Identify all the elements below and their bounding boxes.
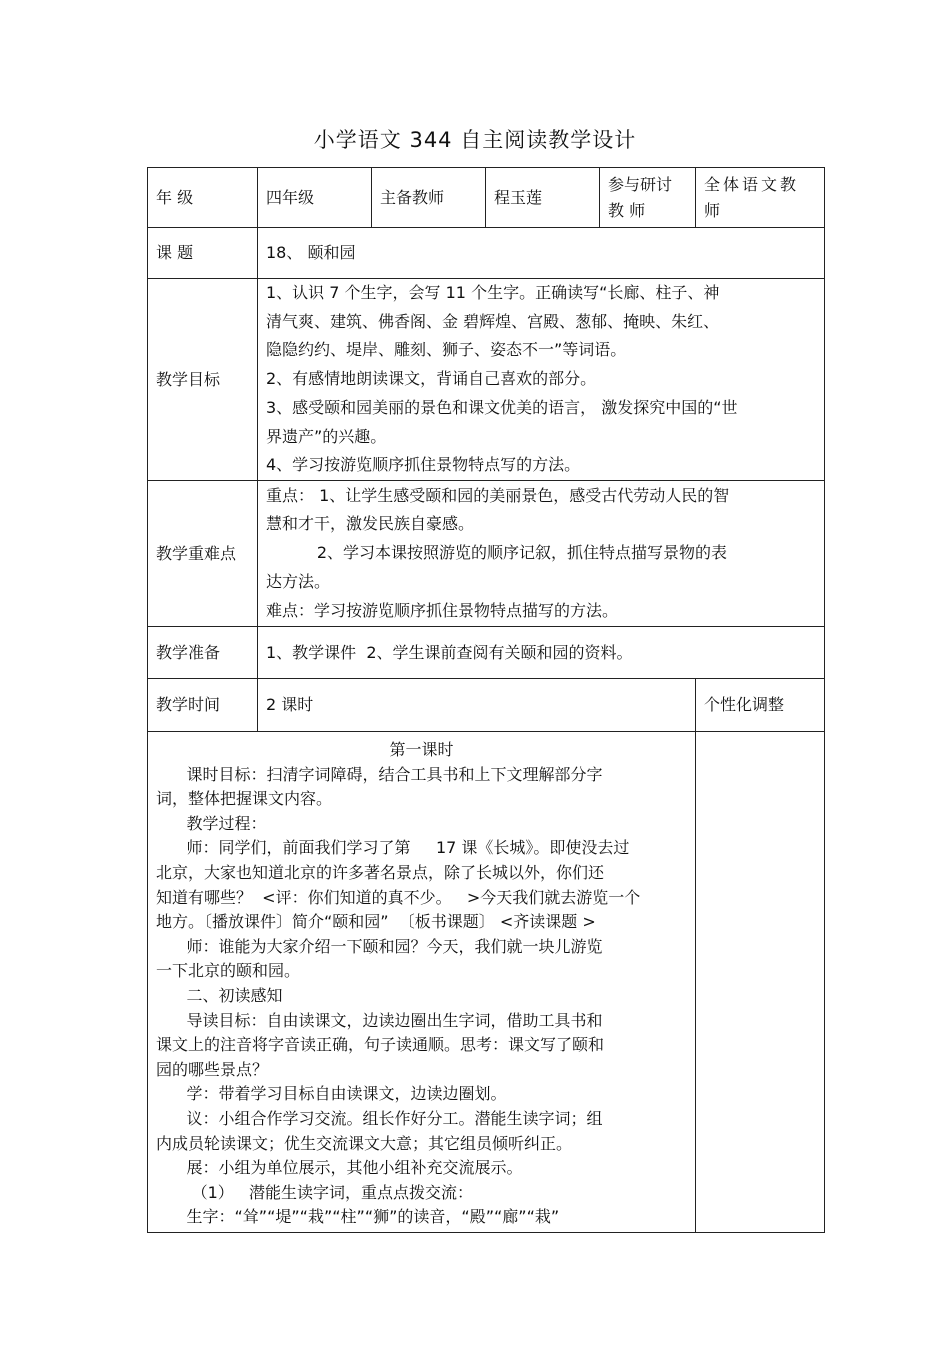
goal-line: 4、学习按游览顺序抓住景物特点写的方法。 <box>266 455 581 475</box>
difficulties-label: 教学重难点 <box>148 481 258 627</box>
time-row <box>148 679 825 732</box>
process-line: 导读目标：自由读课文，边读边圈出生字词，借助工具书和 <box>156 1010 603 1030</box>
goal-line: 界遗产”的兴趣。 <box>266 426 387 446</box>
process-line: 生字：“耸”“堤”“栽”“柱”“狮”的读音，“殿”“廊”“栽” <box>156 1207 560 1227</box>
adjust-column <box>696 732 825 1233</box>
time-label: 教学时间 <box>148 679 258 732</box>
teacher-label: 主备教师 <box>372 168 486 228</box>
time-value: 2 课时 <box>258 679 696 732</box>
topic-label: 课 题 <box>148 228 258 279</box>
goal-line: 1、认识 7 个生字，会写 11 个生字。正确读写“长廊、柱子、神 <box>266 283 720 303</box>
process-line: 议：小组合作学习交流。组长作好分工。潜能生读字词；组 <box>156 1108 603 1128</box>
goal-line: 隐隐约约、堤岸、雕刻、狮子、姿态不一”等词语。 <box>266 340 627 360</box>
process-line: 课文上的注音将字音读正确，句子读通顺。思考：课文写了颐和 <box>156 1035 605 1055</box>
process-content <box>148 732 696 1233</box>
topic-row <box>148 228 825 279</box>
research-label: 参与研讨 教 师 <box>600 168 696 228</box>
process-heading: 第一课时 <box>389 740 454 759</box>
header-row <box>148 168 825 228</box>
process-line: 词，整体把握课文内容。 <box>156 789 333 809</box>
difficulties-content <box>258 481 825 627</box>
difficulty-line: 难点：学习按游览顺序抓住景物特点描写的方法。 <box>266 600 619 620</box>
adjust-label: 个性化调整 <box>696 679 825 732</box>
research-value: 全体语文教师 <box>696 168 825 228</box>
goals-content <box>258 279 825 481</box>
goals-label: 教学目标 <box>148 279 258 481</box>
process-line: 地方。〔播放课件〕简介“颐和园” 〔板书课题〕 <齐读课题 > <box>156 912 596 932</box>
process-line: 知道有哪些？ <评：你们知道的真不少。 >今天我们就去游览一个 <box>156 887 641 907</box>
process-line: 北京，大家也知道北京的许多著名景点，除了长城以外，你们还 <box>156 862 605 882</box>
process-line: 一下北京的颐和园。 <box>156 961 301 981</box>
difficulty-line: 达方法。 <box>266 571 331 591</box>
process-line: （1） 潜能生读字词，重点点拨交流： <box>156 1182 474 1202</box>
difficulties-row <box>148 481 825 627</box>
process-line: 内成员轮读课文；优生交流课文大意；其它组员倾听纠正。 <box>156 1133 573 1153</box>
process-line: 学：带着学习目标自由读课文，边读边圈划。 <box>156 1084 507 1104</box>
process-line: 课时目标：扫清字词障碍，结合工具书和上下文理解部分字 <box>156 764 603 784</box>
process-line: 师：同学们，前面我们学习了第 17 课《长城》。即使没去过 <box>156 838 630 858</box>
grade-label: 年 级 <box>148 168 258 228</box>
preparation-row <box>148 627 825 679</box>
difficulty-line: 重点： 1、让学生感受颐和园的美丽景色，感受古代劳动人民的智 <box>266 485 730 505</box>
lesson-plan-table <box>147 167 825 1233</box>
preparation-value: 1、教学课件 2、学生课前查阅有关颐和园的资料。 <box>258 627 825 679</box>
process-line: 教学过程： <box>156 813 267 833</box>
goal-line: 清气爽、建筑、佛香阁、金 碧辉煌、宫殿、葱郁、掩映、朱红、 <box>266 311 720 331</box>
goals-row <box>148 279 825 481</box>
goal-line: 3、感受颐和园美丽的景色和课文优美的语言， 激发探究中国的“世 <box>266 397 738 417</box>
difficulty-line: 慧和才干，激发民族自豪感。 <box>266 514 475 534</box>
process-line: 二、初读感知 <box>156 985 283 1005</box>
document-title: 小学语文 344 自主阅读教学设计 <box>313 128 637 152</box>
process-line: 师：谁能为大家介绍一下颐和园？今天，我们就一块儿游览 <box>156 936 603 956</box>
process-line: 园的哪些景点？ <box>156 1059 269 1079</box>
process-row <box>148 732 825 1233</box>
goal-line: 2、有感情地朗读课文，背诵自己喜欢的部分。 <box>266 369 597 389</box>
difficulty-line: 2、学习本课按照游览的顺序记叙，抓住特点描写景物的表 <box>266 543 728 563</box>
grade-value: 四年级 <box>258 168 372 228</box>
process-line: 展：小组为单位展示，其他小组补充交流展示。 <box>156 1158 523 1178</box>
topic-value: 18、 颐和园 <box>258 228 825 279</box>
teacher-value: 程玉莲 <box>486 168 600 228</box>
preparation-label: 教学准备 <box>148 627 258 679</box>
